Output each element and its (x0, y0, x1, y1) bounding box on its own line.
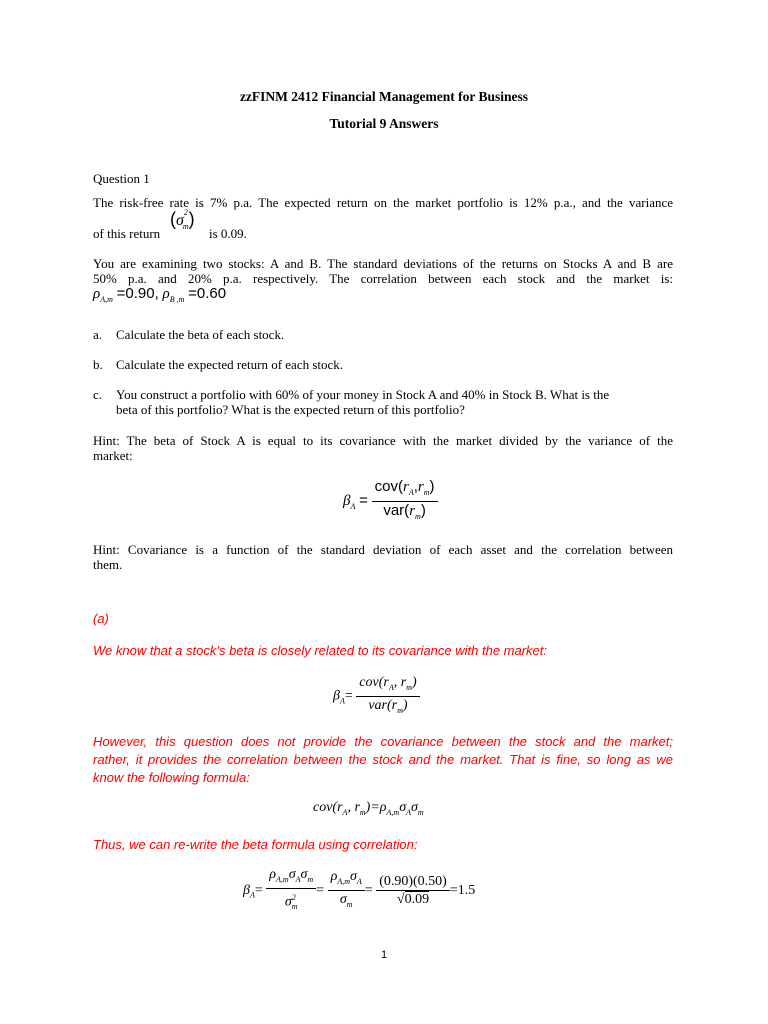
question-paragraph-1-line-2b: is 0.09. (209, 226, 247, 241)
answer-text-2-line-3: know the following formula: (93, 770, 250, 785)
list-item-c-text-line-1: You construct a portfolio with 60% of your money in Stock A and 40% in Stock B. What is the (116, 387, 610, 402)
beta-formula-question: $\beta_A$ = $\frac{cov(r_A,r_m)}{var(r_m)}$ (343, 478, 438, 525)
hint-2-line-1: Hint: Covariance is a function of the standard deviation of each asset and the correlation between (93, 542, 673, 557)
answer-part-label: (a) (93, 611, 109, 626)
sqrt-icon: √ (396, 892, 405, 908)
beta-calculation: $\beta_A=$ $\frac{\rho_{A,m}\sigma_A\sigma_m}{\sigma^2_m}$ = $\frac{\rho_{A,m}\sigma_A}{\sigma_m}$ = $\frac{(0.90)(0.50)}{√0.09}$ =1.5 (243, 867, 476, 912)
variance-market-formula: $(\sigma^2_m)$ (170, 207, 195, 232)
correlation-a-value: =0.90, (116, 285, 159, 302)
question-paragraph-1-line-1: The risk-free rate is 7% p.a. The expected return on the market portfolio is 12% p.a., and the variance (93, 195, 673, 210)
answer-text-2-line-1: However, this question does not provide the covariance between the stock and the market; (93, 734, 673, 749)
list-item-a-text: Calculate the beta of each stock. (116, 327, 285, 342)
answer-text-2-line-2: rather, it provides the correlation between the stock and the market. That is fine, so long as we (93, 752, 673, 767)
hint-2-line-2: them. (93, 557, 123, 572)
list-item-b-text: Calculate the expected return of each stock. (116, 357, 344, 372)
calc-denominator: 0.09 (404, 892, 430, 908)
beta-formula-answer: $\beta_A=$ $\frac{cov(r_A, r_m)}{var(r_m)}$ (333, 674, 420, 719)
calc-numerator: (0.90)(0.50) (376, 873, 450, 891)
question-paragraph-1-line-2a: of this return (93, 226, 161, 241)
list-item-a-letter: a. (93, 327, 103, 342)
document-title: zzFINM 2412 Financial Management for Business (239, 89, 529, 104)
list-item-c-text-line-2: beta of this portfolio? What is the expected return of this portfolio? (116, 402, 465, 417)
question-paragraph-2-line-1: You are examining two stocks: A and B. The standard deviations of the returns on Stocks A and B are (93, 256, 673, 271)
answer-text-1: We know that a stock’s beta is closely related to its covariance with the market: (93, 643, 548, 658)
question-label: Question 1 (93, 171, 150, 186)
document-subtitle: Tutorial 9 Answers (329, 116, 439, 131)
covariance-formula: $cov(r_A$, $r_m)=\rho_{A,m}\sigma_A\sigma_m$ (313, 800, 424, 817)
list-item-c-letter: c. (93, 387, 103, 402)
question-paragraph-2-line-2: 50% p.a. and 20% p.a. respectively. The correlation between each stock and the market is: (93, 271, 673, 286)
answer-text-3: Thus, we can re-write the beta formula using correlation: (93, 837, 418, 852)
hint-1-line-1: Hint: The beta of Stock A is equal to its covariance with the market divided by the variance of the (93, 433, 673, 448)
page-number: 1 (380, 949, 388, 961)
calc-result: =1.5 (449, 882, 476, 898)
hint-1-line-2: market: (93, 448, 133, 463)
correlation-b-value: =0.60 (188, 285, 227, 302)
correlation-formula: $\rho_{A,m} =0.90$, $\rho_{B ,m} =0.60$ (93, 285, 227, 304)
list-item-b-letter: b. (93, 357, 103, 372)
